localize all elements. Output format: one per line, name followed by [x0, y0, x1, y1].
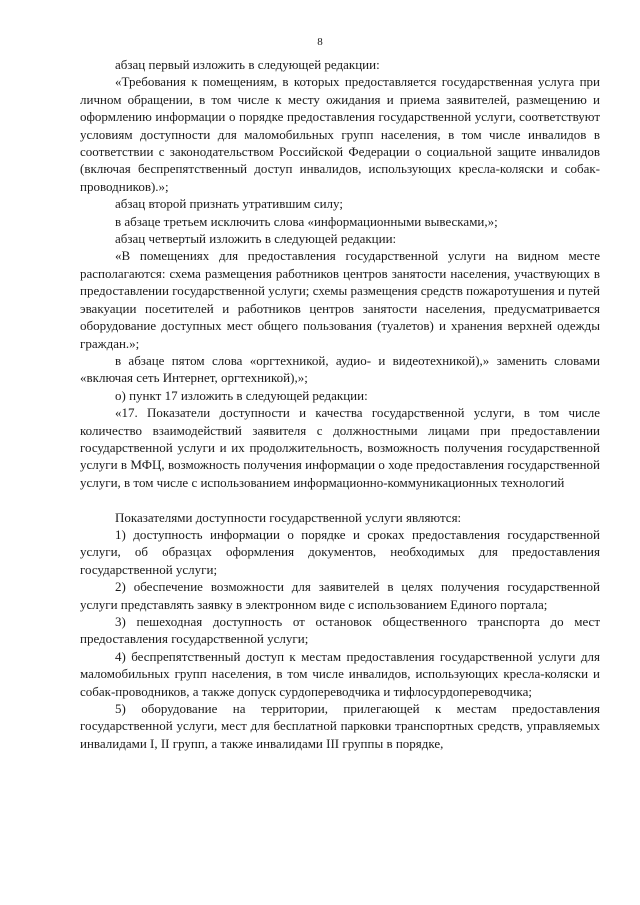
paragraph: в абзаце пятом слова «оргтехникой, аудио- и видеотехникой),» заменить словами «включая сеть Интернет, оргтехникой),»;	[80, 352, 600, 386]
paragraph: 4) беспрепятственный доступ к местам предоставления государственной услуги для маломобильных групп населения, в том числе инвалидов, использующих кресла-коляски и собак-проводников, а также допуск сурдопереводчика и тифлосурдопереводчика;	[80, 648, 600, 699]
paragraph: абзац четвертый изложить в следующей редакции:	[115, 231, 397, 247]
paragraph: 2) обеспечение возможности для заявителей в целях получения государственной услуги представлять заявку в электронном виде с использованием Единого портала;	[80, 579, 600, 612]
paragraph: 3) пешеходная доступность от остановок общественного транспорта до мест предоставления государственной услуги;	[80, 613, 600, 647]
page-number: 8	[317, 36, 323, 48]
paragraph: «17. Показатели доступности и качества государственной услуги, в том числе количество взаимодействий заявителя с должностными лицами при предоставлении государственной услуги и их продолжительность, возможность получения государственной услуги в МФЦ, возможность получения информации о ходе предоставления государственной услуги, в том числе с использованием информационно-коммуникационных технологий	[80, 405, 600, 490]
paragraph: Показателями доступности государственной услуги являются:	[115, 509, 462, 525]
paragraph: абзац первый изложить в следующей редакции:	[115, 57, 380, 72]
paragraph: в абзаце третьем исключить слова «информационными вывесками,»;	[115, 213, 498, 229]
document-body	[80, 56, 600, 752]
paragraph: 1) доступность информации о порядке и сроках предоставления государственной услуги, об образцах оформления документов, необходимых для предоставления государственной услуги;	[80, 526, 600, 577]
paragraph: «Требования к помещениям, в которых предоставляется государственная услуга при личном обращении, в том числе к месту ожидания и приема заявителей, размещению и оформлению информации о порядке предоставления государственной услуги, соответствуют условиям доступности для маломобильных групп населения, в том числе инвалидов в соответствии с законодательством Российской Федерации о социальной защите инвалидов (включая беспрепятственный доступ инвалидов, использующих кресла-коляски и собак-проводников).»;	[80, 74, 600, 194]
paragraph: «В помещениях для предоставления государственной услуги на видном месте располагаются: схема размещения работников центров занятости населения, участвующих в предоставлении государственной услуги; схемы размещения средств пожаротушения и путей эвакуации посетителей и работников центров занятости населения, предусматривается оборудование доступных мест общего пользования (туалетов) и хранения верхней одежды граждан.»;	[80, 248, 600, 351]
paragraph: о) пункт 17 изложить в следующей редакции:	[115, 387, 368, 403]
paragraph: абзац второй признать утратившим силу;	[115, 196, 343, 212]
paragraph: 5) оборудование на территории, прилегающей к местам предоставления государственной услуги, мест для бесплатной парковки транспортных средств, управляемых инвалидами I, II групп, а также инвалидами III группы в порядке,	[80, 701, 600, 751]
